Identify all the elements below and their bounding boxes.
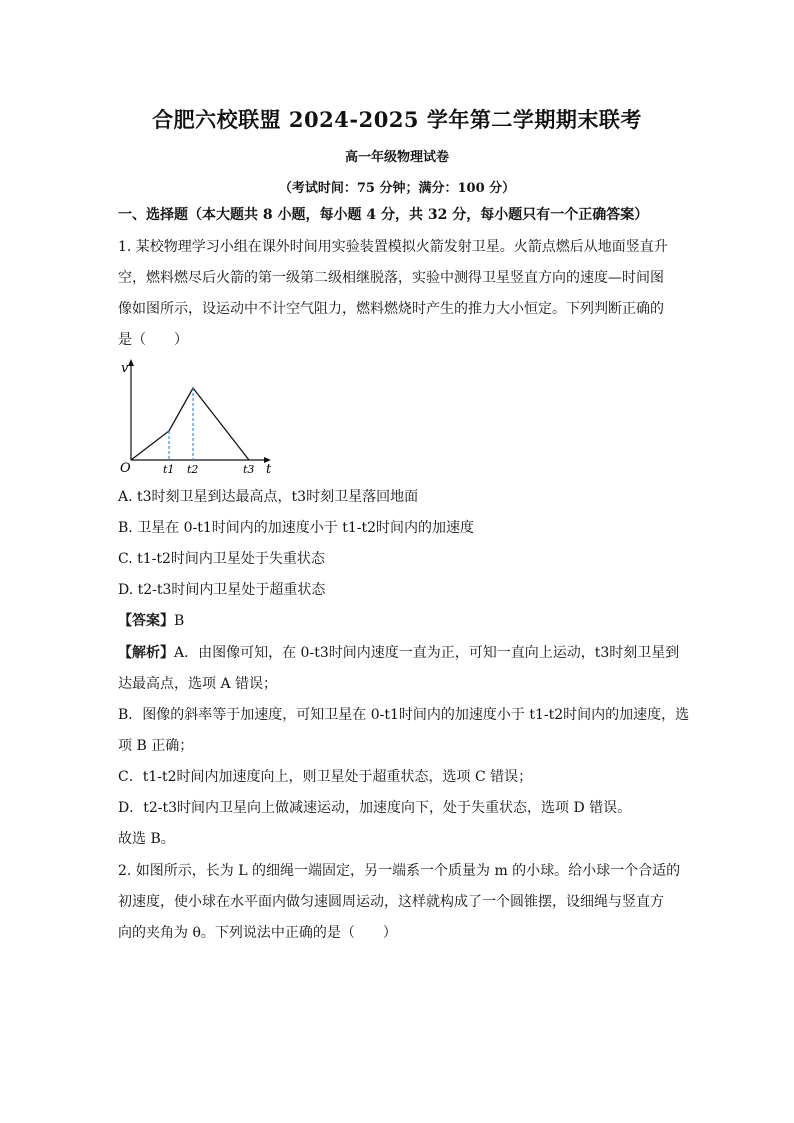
q1-analysis-line: 项 B 正确；: [118, 738, 194, 754]
q1-analysis-line: [118, 643, 678, 663]
page-subtitle: 高一年级物理试卷: [344, 150, 449, 165]
y-axis-arrow: [128, 359, 134, 366]
tick-label-t1: t1: [163, 463, 175, 476]
tick-label-t3: t3: [243, 463, 255, 476]
q1-analysis-line: 故选 B。: [118, 831, 175, 847]
section-heading: 一、选择题（本大题共 8 小题，每小题 4 分，共 32 分，每小题只有一个正确答案）: [118, 207, 649, 223]
q1-option-d: D. t2-t3时间内卫星处于超重状态: [118, 582, 326, 598]
q1-option-c: C. t1-t2时间内卫星处于失重状态: [118, 551, 325, 567]
answer-tag: 【答案】: [118, 613, 174, 629]
q2-stem-line: 向的夹角为 θ。下列说法中正确的是（ ）: [118, 925, 397, 941]
q1-analysis-line: C．t1-t2时间内加速度向上，则卫星处于超重状态，选项 C 错误；: [118, 769, 533, 785]
velocity-curve: [131, 388, 249, 460]
q1-stem-line: 是（ ）: [118, 332, 188, 348]
origin-label: O: [120, 461, 131, 476]
x-axis-label: t: [266, 462, 272, 476]
velocity-time-graph: [116, 356, 280, 476]
answer-value: B: [174, 613, 185, 629]
q1-analysis-line: 达最高点，选项 A 错误；: [118, 676, 278, 692]
q1-analysis-line: B．图像的斜率等于加速度，可知卫星在 0-t1时间内的加速度小于 t1-t2时间内的加速度，选: [118, 707, 690, 723]
q1-stem-line: 空，燃料燃尽后火箭的第一级第二级相继脱落，实验中测得卫星竖直方向的速度—时间图: [118, 270, 664, 286]
q2-stem-line: 初速度，使小球在水平面内做匀速圆周运动，这样就构成了一个圆锥摆，设细绳与竖直方: [118, 894, 664, 910]
q1-stem-line: 像如图所示，设运动中不计空气阻力，燃料燃烧时产生的推力大小恒定。下列判断正确的: [118, 301, 664, 317]
y-axis-label: v: [121, 361, 129, 376]
q1-analysis-line: D．t2-t3时间内卫星向上做减速运动，加速度向下，处于失重状态，选项 D 错误。: [118, 800, 632, 816]
q1-answer: [118, 611, 678, 631]
exam-info: （考试时间：75 分钟；满分：100 分）: [278, 181, 516, 196]
q2-stem-line: 2. 如图所示，长为 L 的细绳一端固定，另一端系一个质量为 m 的小球。给小球一个合适的: [118, 863, 681, 879]
q1-option-a: A. t3时刻卫星到达最高点，t3时刻卫星落回地面: [118, 489, 419, 505]
tick-label-t2: t2: [187, 463, 199, 476]
q1-stem-line: 1. 某校物理学习小组在课外时间用实验装置模拟火箭发射卫星。火箭点燃后从地面竖直升: [118, 239, 668, 255]
q1-option-b: B. 卫星在 0-t1时间内的加速度小于 t1-t2时间内的加速度: [118, 520, 475, 536]
analysis-text: A．由图像可知，在 0-t3时间内速度一直为正，可知一直向上运动，t3时刻卫星到: [174, 645, 680, 661]
page-title: 合肥六校联盟 2024-2025 学年第二学期期末联考: [152, 107, 642, 132]
analysis-tag: 【解析】: [118, 645, 174, 661]
